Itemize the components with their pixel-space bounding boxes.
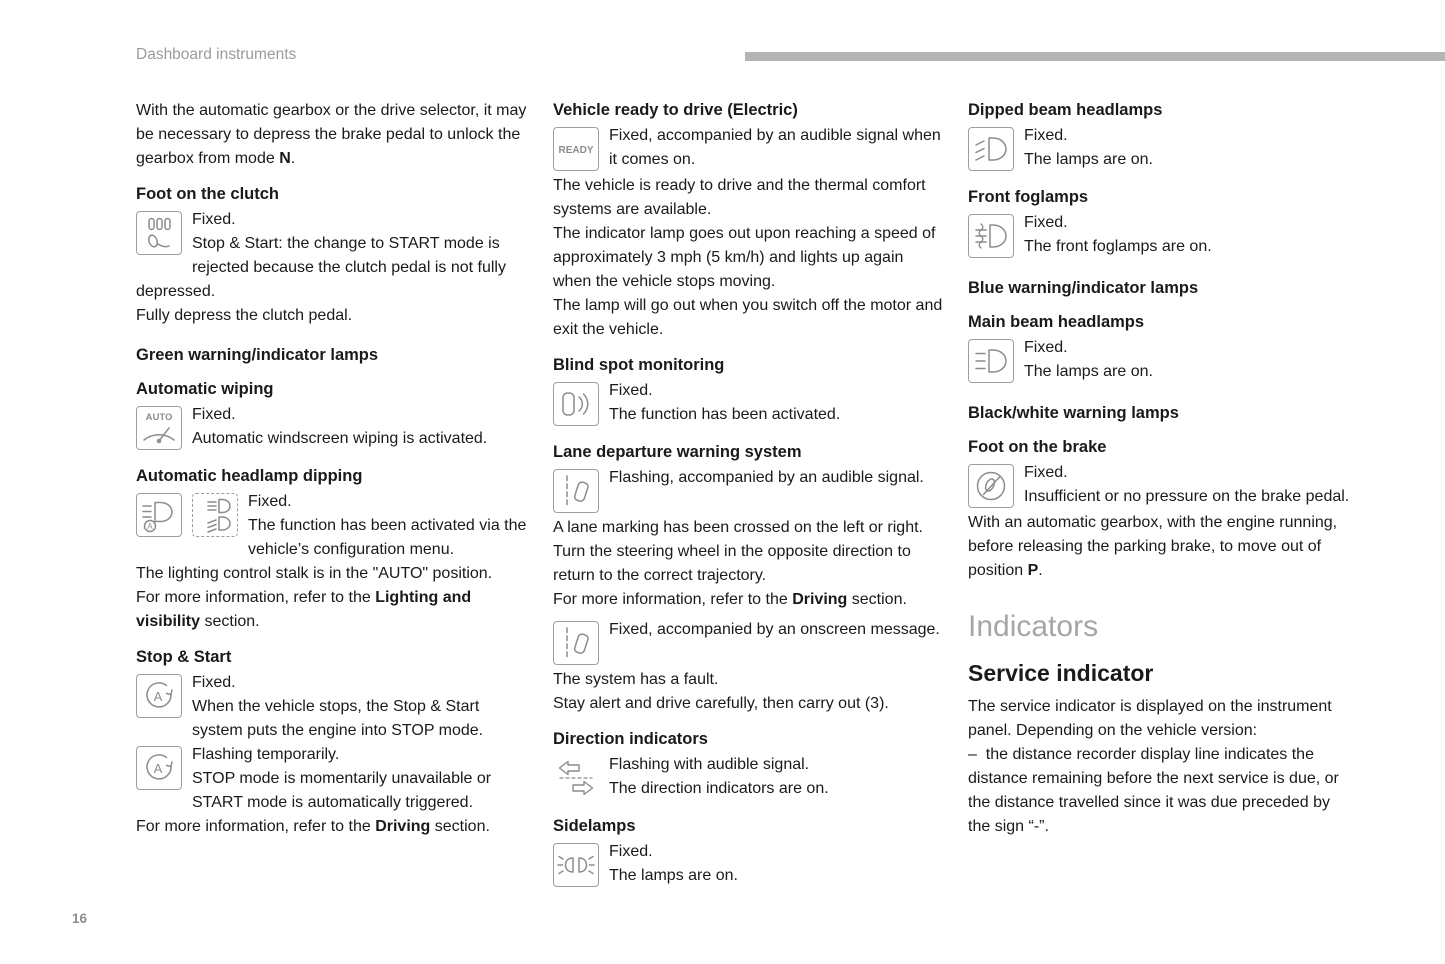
indicator-state: Fixed.	[192, 211, 236, 228]
lane-departure-icon	[553, 621, 599, 665]
indicator-state: Fixed.	[1024, 214, 1068, 231]
sidelamps-indicator-text	[553, 840, 943, 888]
front-foglamp-icon	[968, 214, 1014, 258]
ready-body-1: The vehicle is ready to drive and the thermal comfort systems are available.	[553, 177, 926, 218]
clutch-indicator-text	[136, 208, 528, 304]
foot-on-brake-icon	[968, 464, 1014, 508]
heading-blue-lamps: Blue warning/indicator lamps	[968, 279, 1199, 297]
heading-foot-on-brake: Foot on the brake	[968, 438, 1107, 456]
brake-note	[968, 511, 1356, 583]
intro-bold: N	[279, 150, 291, 167]
indicator-description: The front foglamps are on.	[1024, 238, 1212, 255]
direction-indicators-icon	[553, 756, 599, 800]
heading-main-beam: Main beam headlamps	[968, 313, 1145, 331]
ready-body-2: The indicator lamp goes out upon reaching a speed of approximately 3 mph (5 km/h) and lights up again when the vehicle stops moving.	[553, 225, 936, 290]
more-info-text: For more information, refer to the	[553, 591, 793, 608]
heading-sidelamps: Sidelamps	[553, 817, 636, 835]
indicator-state: Fixed.	[1024, 339, 1068, 356]
indicator-description: The function has been activated via the vehicle’s configuration menu.	[248, 517, 527, 558]
indicator-description: The lamps are on.	[609, 867, 738, 884]
stop-start-icon	[136, 674, 182, 718]
brake-note-text: With an automatic gearbox, with the engine running, before releasing the parking brake, to move out of position	[968, 514, 1338, 579]
indicator-block-lane-departure-flashing	[553, 466, 943, 516]
indicator-state: Fixed, accompanied by an audible signal when it comes on.	[609, 127, 941, 168]
indicator-state: Fixed.	[192, 406, 236, 423]
indicator-state: Fixed.	[192, 674, 236, 691]
stop-start-indicator-text-2	[136, 743, 528, 815]
stop-start-indicator-text	[136, 671, 528, 743]
gearbox-intro-paragraph	[136, 99, 528, 171]
dipping-more-info	[136, 586, 528, 634]
heading-lane-departure: Lane departure warning system	[553, 443, 802, 461]
heading-stop-start: Stop & Start	[136, 648, 232, 666]
page-number: 16	[72, 911, 88, 926]
blind-spot-icon	[553, 382, 599, 426]
lane-body-1: A lane marking has been crossed on the left or right.	[553, 519, 923, 536]
heading-vehicle-ready: Vehicle ready to drive (Electric)	[553, 101, 798, 119]
column-left	[136, 99, 528, 839]
indicator-block-headlamp-dipping	[136, 490, 528, 562]
clutch-pedal-icon	[136, 211, 182, 255]
dipping-note: The lighting control stalk is in the "AUTO" position.	[136, 565, 493, 582]
indicator-block-stop-start-fixed	[136, 671, 528, 743]
dipped-indicator-text	[968, 124, 1356, 172]
lane-indicator-text-2	[553, 618, 943, 642]
heading-service-indicator: Service indicator	[968, 660, 1154, 686]
indicator-description: The direction indicators are on.	[609, 780, 829, 797]
indicator-description: The lamps are on.	[1024, 363, 1153, 380]
heading-blind-spot: Blind spot monitoring	[553, 356, 725, 374]
indicator-block-vehicle-ready	[553, 124, 943, 174]
indicator-state: Fixed.	[1024, 464, 1068, 481]
svg-text:READY: READY	[558, 145, 594, 156]
indicator-state: Fixed.	[1024, 127, 1068, 144]
stop-start-icon	[136, 746, 182, 790]
lane-body-4: Stay alert and drive carefully, then carry out (3).	[553, 695, 889, 712]
indicator-block-main-beam	[968, 336, 1356, 386]
brake-note-bold: P	[1027, 562, 1039, 579]
indicator-state: Fixed.	[609, 843, 653, 860]
service-body-2: – the distance recorder display line indicates the distance remaining before the next service is due, or the distance travelled since it was due preceded by the sign “-”.	[968, 746, 1339, 835]
ready-indicator-text	[553, 124, 943, 172]
indicator-block-dipped-beam	[968, 124, 1356, 174]
svg-text:A: A	[153, 761, 163, 776]
heading-foot-on-clutch: Foot on the clutch	[136, 185, 279, 203]
svg-text:A: A	[153, 689, 163, 704]
main-beam-icon	[968, 339, 1014, 383]
indicator-state: Fixed, accompanied by an onscreen message.	[609, 621, 940, 638]
indicator-block-automatic-wiping	[136, 403, 528, 453]
indicator-block-stop-start-flashing	[136, 743, 528, 815]
indicator-description: When the vehicle stops, the Stop & Start system puts the engine into STOP mode.	[192, 698, 484, 739]
lane-body-2: Turn the steering wheel in the opposite direction to return to the correct trajectory.	[553, 543, 911, 584]
more-info-text: For more information, refer to the	[136, 818, 376, 835]
indicator-description: Stop & Start: the change to START mode is rejected because the clutch pedal is not fully depressed.	[136, 235, 506, 300]
more-info-text-end: section.	[847, 591, 907, 608]
more-info-text-end: section.	[200, 613, 260, 630]
brake-note-text-end: .	[1038, 562, 1043, 579]
wiping-indicator-text	[136, 403, 528, 451]
heading-dipped-beam: Dipped beam headlamps	[968, 101, 1163, 119]
auto-wiping-icon	[136, 406, 182, 450]
heading-black-white-lamps: Black/white warning lamps	[968, 404, 1179, 422]
fog-indicator-text	[968, 211, 1356, 259]
heading-automatic-headlamp-dipping: Automatic headlamp dipping	[136, 467, 363, 485]
headlamp-dipping-icon	[192, 493, 238, 537]
indicator-description: The lamps are on.	[1024, 151, 1153, 168]
indicator-state: Flashing with audible signal.	[609, 756, 810, 773]
indicator-description: Insufficient or no pressure on the brake pedal.	[1024, 488, 1350, 505]
svg-text:AUTO: AUTO	[145, 412, 173, 423]
indicator-block-sidelamps	[553, 840, 943, 890]
more-info-section: Lighting and visibility	[136, 589, 472, 630]
headlamp-auto-icon	[136, 493, 182, 537]
indicator-description: Automatic windscreen wiping is activated.	[192, 430, 488, 447]
indicator-state: Fixed.	[248, 493, 292, 510]
indicator-block-direction	[553, 753, 943, 803]
intro-text: With the automatic gearbox or the drive selector, it may be necessary to depress the brake pedal to unlock the gearbox from mode	[136, 102, 527, 167]
ready-icon	[553, 127, 599, 171]
more-info-section: Driving	[792, 591, 848, 608]
intro-text-end: .	[290, 150, 296, 167]
section-header: Dashboard instruments	[136, 46, 297, 63]
heading-front-foglamps: Front foglamps	[968, 188, 1089, 206]
clutch-note: Fully depress the clutch pedal.	[136, 307, 353, 324]
blind-spot-indicator-text	[553, 379, 943, 427]
indicator-description: The function has been activated.	[609, 406, 841, 423]
header-rule	[745, 52, 1445, 61]
more-info-text: For more information, refer to the	[136, 589, 376, 606]
indicator-block-foot-on-clutch	[136, 208, 528, 304]
service-body-1: The service indicator is displayed on the instrument panel. Depending on the vehicle version:	[968, 698, 1332, 739]
lane-departure-icon	[553, 469, 599, 513]
lane-more-info	[553, 588, 943, 612]
column-right	[968, 99, 1356, 839]
more-info-section: Driving	[375, 818, 431, 835]
lane-indicator-text	[553, 466, 943, 490]
ready-body-3: The lamp will go out when you switch off the motor and exit the vehicle.	[553, 297, 943, 338]
column-middle	[553, 99, 943, 890]
indicator-state: Fixed.	[609, 382, 653, 399]
section-title-indicators: Indicators	[968, 610, 1099, 643]
stop-start-more-info	[136, 815, 528, 839]
sidelamps-icon	[553, 843, 599, 887]
indicator-block-front-foglamps	[968, 211, 1356, 261]
more-info-text-end: section.	[430, 818, 490, 835]
indicator-block-foot-on-brake	[968, 461, 1356, 511]
brake-indicator-text	[968, 461, 1356, 509]
dipped-beam-icon	[968, 127, 1014, 171]
main-beam-indicator-text	[968, 336, 1356, 384]
direction-indicator-text	[553, 753, 943, 801]
lane-body-3: The system has a fault.	[553, 671, 719, 688]
indicator-state: Flashing temporarily.	[192, 746, 340, 763]
indicator-block-lane-departure-fault	[553, 618, 943, 668]
heading-green-lamps: Green warning/indicator lamps	[136, 346, 379, 364]
heading-direction-indicators: Direction indicators	[553, 730, 708, 748]
heading-automatic-wiping: Automatic wiping	[136, 380, 274, 398]
indicator-state: Flashing, accompanied by an audible signal.	[609, 469, 924, 486]
indicator-description: STOP mode is momentarily unavailable or START mode is automatically triggered.	[192, 770, 492, 811]
indicator-block-blind-spot	[553, 379, 943, 429]
svg-text:A: A	[147, 522, 153, 531]
